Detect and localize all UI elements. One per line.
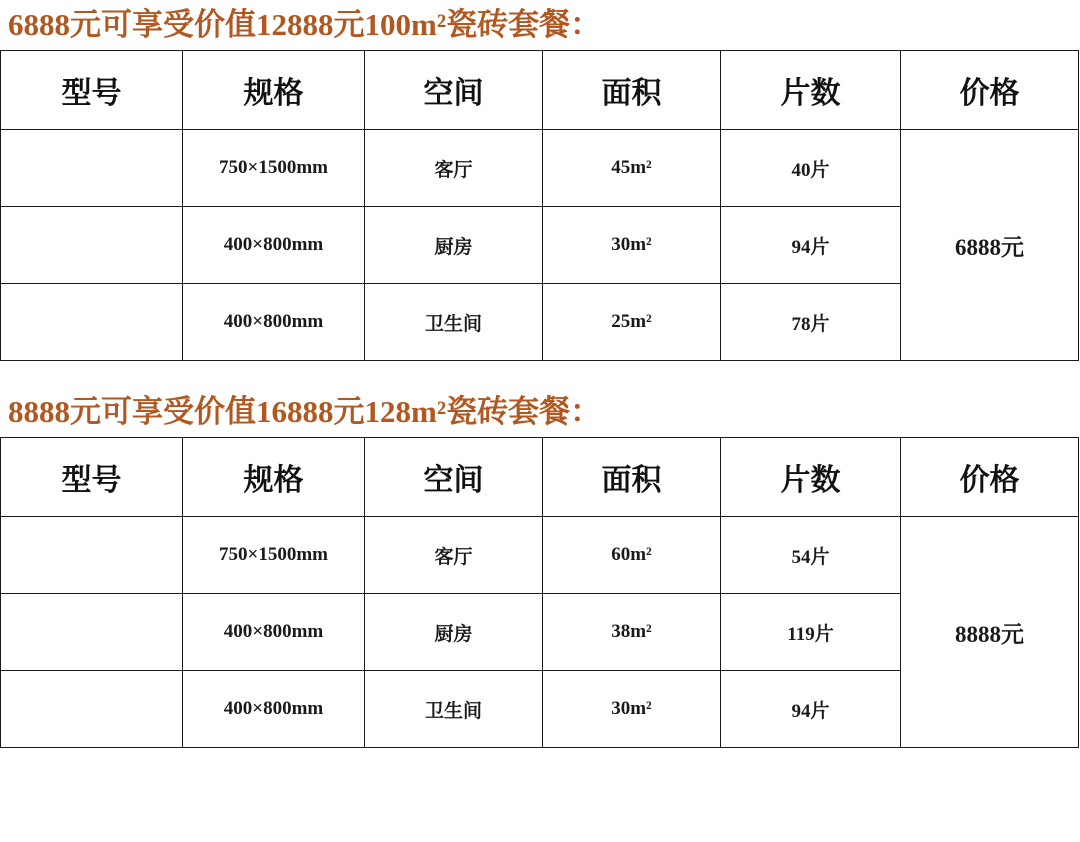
cell-space: 卫生间 xyxy=(365,671,543,748)
cell-spec: 400×800mm xyxy=(183,284,365,361)
cell-count: 54片 xyxy=(721,517,901,594)
cell-price: 6888元 xyxy=(901,130,1079,361)
cell-space: 厨房 xyxy=(365,207,543,284)
cell-area: 30m² xyxy=(543,671,721,748)
cell-spec: 400×800mm xyxy=(183,671,365,748)
column-header-spec: 规格 xyxy=(183,438,365,517)
cell-model xyxy=(1,594,183,671)
cell-area: 60m² xyxy=(543,517,721,594)
cell-spec: 400×800mm xyxy=(183,207,365,284)
package-1-heading: 6888元可享受价值12888元100m²瓷砖套餐： xyxy=(8,7,602,42)
cell-space: 客厅 xyxy=(365,130,543,207)
table-header-row xyxy=(1,51,1079,130)
table-header-row xyxy=(1,438,1079,517)
column-header-count: 片数 xyxy=(721,438,901,517)
package-1-table xyxy=(0,50,1079,361)
column-header-area: 面积 xyxy=(543,51,721,130)
column-header-space: 空间 xyxy=(365,438,543,517)
column-header-price: 价格 xyxy=(901,51,1079,130)
cell-space: 客厅 xyxy=(365,517,543,594)
column-header-area: 面积 xyxy=(543,438,721,517)
column-header-spec: 规格 xyxy=(183,51,365,130)
column-header-model: 型号 xyxy=(1,438,183,517)
cell-area: 38m² xyxy=(543,594,721,671)
table-row xyxy=(1,130,1079,207)
cell-model xyxy=(1,671,183,748)
package-section-2 xyxy=(0,391,1080,748)
cell-count: 40片 xyxy=(721,130,901,207)
column-header-count: 片数 xyxy=(721,51,901,130)
cell-spec: 400×800mm xyxy=(183,594,365,671)
cell-area: 30m² xyxy=(543,207,721,284)
cell-count: 119片 xyxy=(721,594,901,671)
package-2-table xyxy=(0,437,1079,748)
cell-model xyxy=(1,207,183,284)
package-2-heading: 8888元可享受价值16888元128m²瓷砖套餐： xyxy=(8,394,602,430)
cell-spec: 750×1500mm xyxy=(183,517,365,594)
cell-model xyxy=(1,130,183,207)
column-header-model: 型号 xyxy=(1,51,183,130)
cell-model xyxy=(1,517,183,594)
cell-spec: 750×1500mm xyxy=(183,130,365,207)
package-section-1 xyxy=(0,4,1080,361)
cell-model xyxy=(1,284,183,361)
cell-count: 94片 xyxy=(721,207,901,284)
cell-space: 卫生间 xyxy=(365,284,543,361)
cell-area: 25m² xyxy=(543,284,721,361)
cell-area: 45m² xyxy=(543,130,721,207)
table-row xyxy=(1,517,1079,594)
section-spacer xyxy=(0,361,1080,391)
column-header-space: 空间 xyxy=(365,51,543,130)
cell-count: 78片 xyxy=(721,284,901,361)
column-header-price: 价格 xyxy=(901,438,1079,517)
cell-count: 94片 xyxy=(721,671,901,748)
cell-space: 厨房 xyxy=(365,594,543,671)
cell-price: 8888元 xyxy=(901,517,1079,748)
